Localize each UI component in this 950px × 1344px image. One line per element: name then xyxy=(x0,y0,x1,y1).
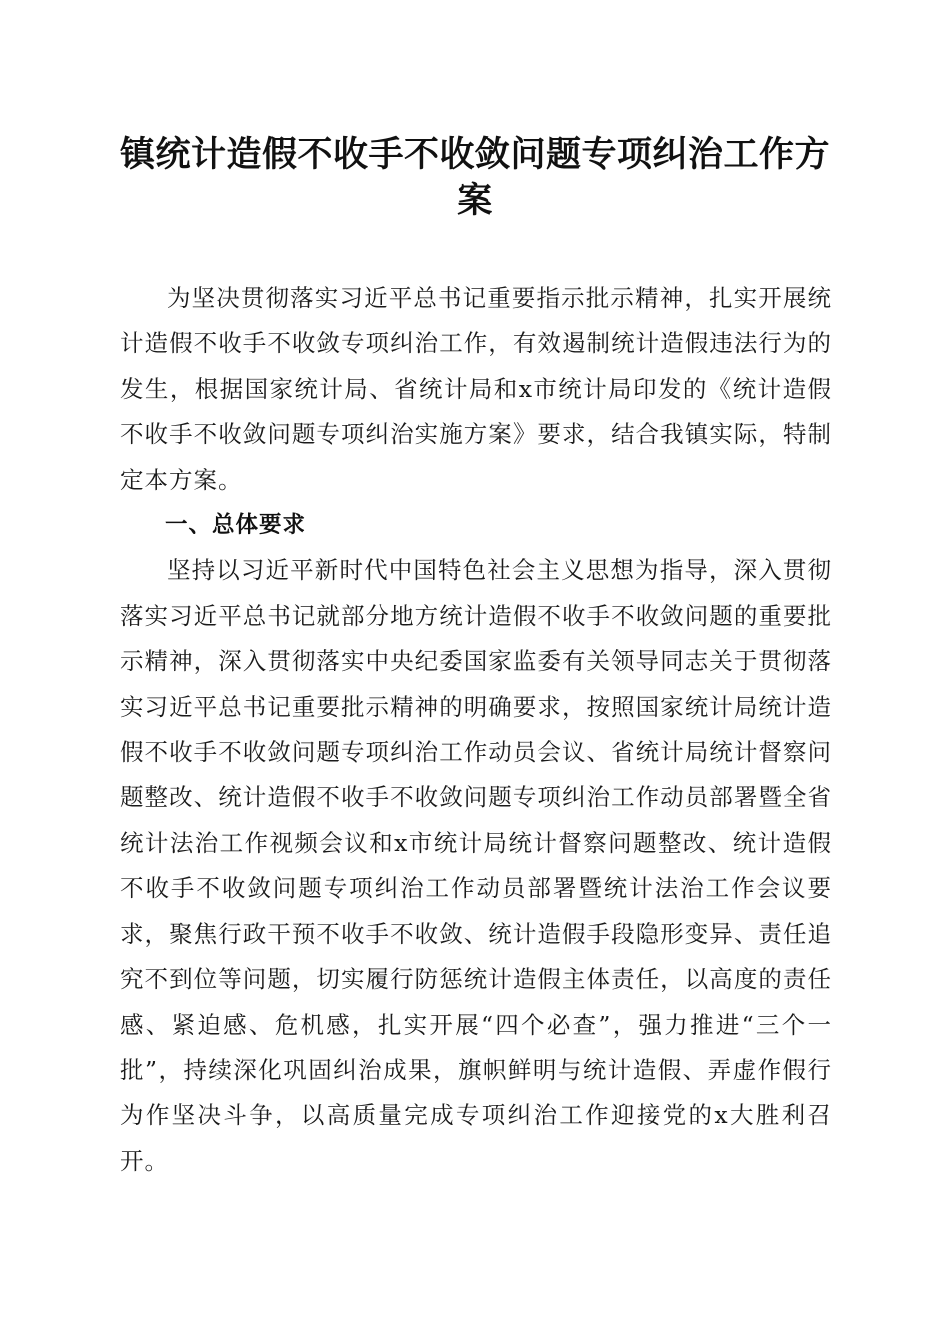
document-title: 镇统计造假不收手不收敛问题专项纠治工作方案 xyxy=(119,134,830,221)
section-heading-general-requirements: 一、总体要求 xyxy=(165,512,307,539)
document-body xyxy=(120,276,832,1184)
intro-paragraph: 为坚决贯彻落实习近平总书记重要指示批示精神，扎实开展统计造假不收手不收敛专项纠治工作，有效遏制统计造假违法行为的发生，根据国家统计局、省统计局和x市统计局印发的《统计造假不收手不收敛问题专项纠治实施方案》要求，结合我镇实际，特制定本方案。 xyxy=(120,284,832,494)
section-paragraph-general-requirements: 坚持以习近平新时代中国特色社会主义思想为指导，深入贯彻落实习近平总书记就部分地方统计造假不收手不收敛问题的重要批示精神，深入贯彻落实中央纪委国家监委有关领导同志关于贯彻落实习近平总书记重要批示精神的明确要求，按照国家统计局统计造假不收手不收敛问题专项纠治工作动员会议、省统计局统计督察问题整改、统计造假不收手不收敛问题专项纠治工作动员部署暨全省统计法治工作视频会议和x市统计局统计督察问题整改、统计造假不收手不收敛问题专项纠治工作动员部署暨统计法治工作会议要求，聚焦行政干预不收手不收敛、统计造假手段隐形变异、责任追究不到位等问题，切实履行防惩统计造假主体责任，以高度的责任感、紧迫感、危机感，扎实开展“四个必查”，强力推进“三个一批”，持续深化巩固纠治成果，旗帜鲜明与统计造假、弄虚作假行为作坚决斗争，以高质量完成专项纠治工作迎接党的x大胜利召开。 xyxy=(120,556,832,1175)
